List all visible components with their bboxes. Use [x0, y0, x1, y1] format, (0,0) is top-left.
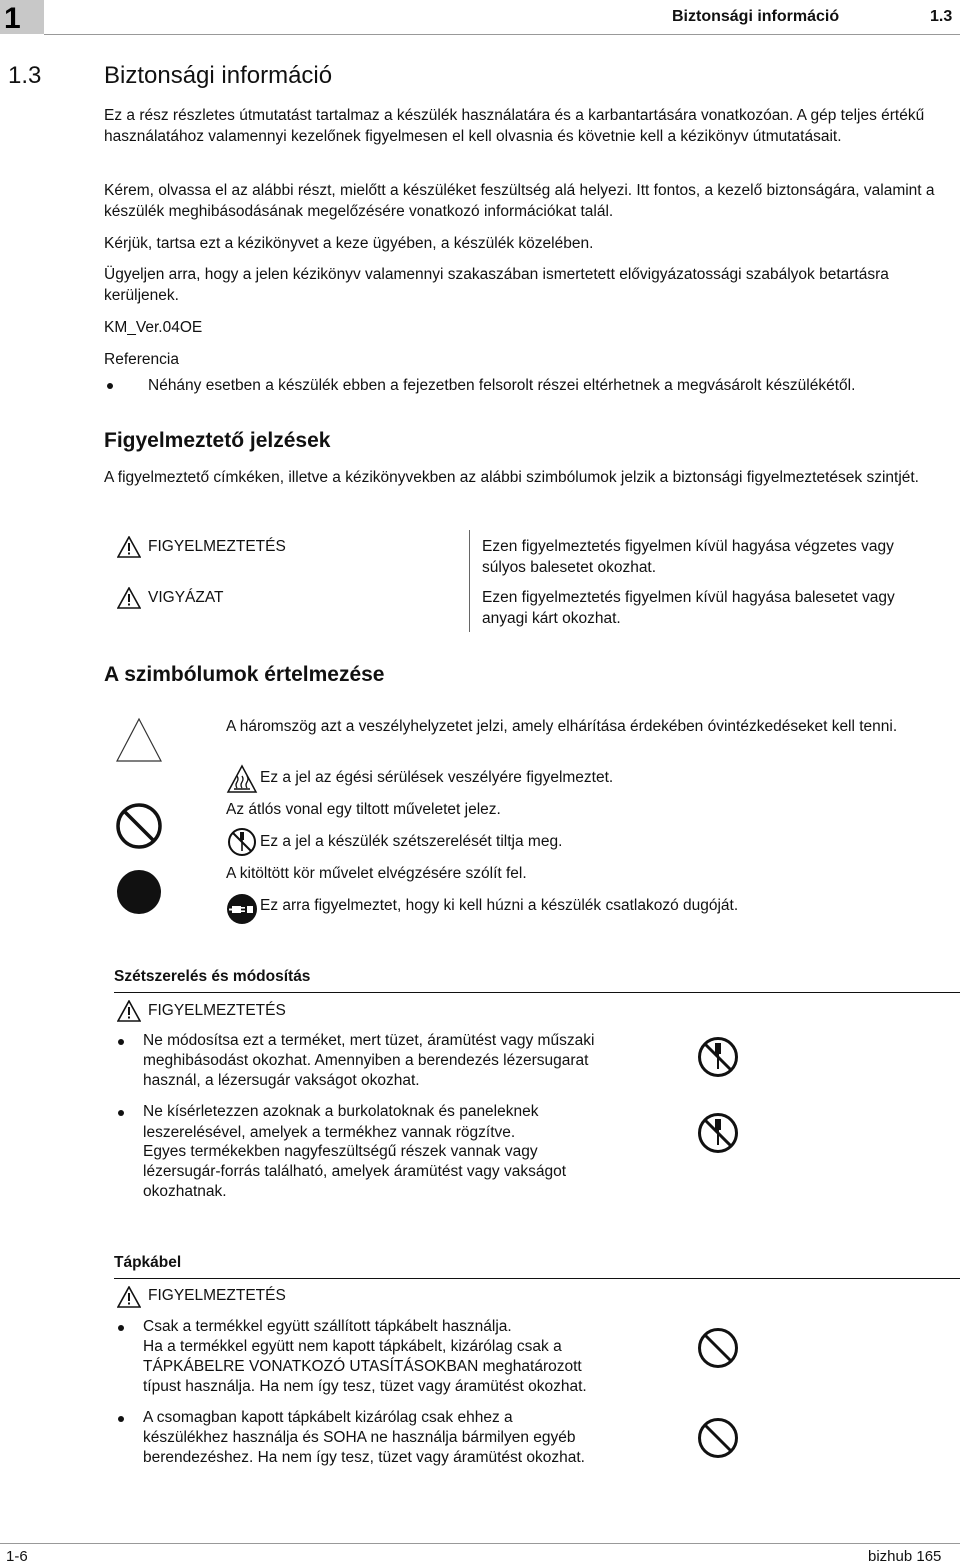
disassembly-symbol-text: Ez a jel a készülék szétszerelését tiltja meg. — [260, 833, 563, 850]
symbols-heading: A szimbólumok értelmezése — [104, 663, 385, 686]
power-cord-rule — [114, 1278, 960, 1279]
disassembly-rule — [114, 992, 960, 993]
prohibition-icon — [697, 1327, 739, 1369]
warning-triangle-icon — [117, 536, 141, 558]
product-name: bizhub 165 — [868, 1548, 942, 1565]
warning-triangle-icon — [117, 1000, 141, 1022]
diagonal-symbol-text: Az átlós vonal egy tiltott műveletet jelez. — [226, 801, 501, 818]
prohibition-symbol-icon — [115, 802, 163, 850]
unplug-symbol-text: Ez arra figyelmeztet, hogy ki kell húzni a készülék csatlakozó dugóját. — [260, 897, 739, 914]
power-item-2-line-3: berendezéshez. Ha nem így tesz, tüzet vagy áramütést okozhat. — [143, 1449, 585, 1466]
caution-triangle-icon — [117, 587, 141, 609]
intro-paragraph-2: Kérem, olvassa el az alábbi részt, mielőtt a készüléket feszültség alá helyezi. Itt fontos, a kezelő biztonságára, valamint a készülék meghibásodásának megelőzésére vonatkozó információkat talál. — [104, 182, 935, 220]
reference-bullet: Néhány esetben a készülék ebben a fejezetben felsorolt részei eltérhetnek a megvásárolt készülékétől. — [148, 377, 856, 394]
warning-description: Ezen figyelmeztetés figyelmen kívül hagyása végzetes vagy súlyos balesetet okozhat. — [482, 538, 894, 576]
section-title — [8, 62, 332, 90]
power-item-1-line-1: Csak a termékkel együtt szállított tápkábelt használja. — [143, 1318, 512, 1335]
disassembly-item-1-line-2: meghibásodást okozhat. Amennyiben a berendezés lézersugarat — [143, 1052, 589, 1069]
warnings-intro: A figyelmeztető címkéken, illetve a kézikönyvekben az alábbi szimbólumok jelzik a biztonsági figyelmeztetések szintjét. — [104, 469, 919, 486]
intro-paragraph-4: Ügyeljen arra, hogy a jelen kézikönyv valamennyi szakaszában ismertetett elővigyázatossági szabályok betartásra kerüljenek. — [104, 266, 889, 304]
section-number: 1.3 — [8, 62, 42, 89]
power-cord-heading: Tápkábel — [114, 1254, 182, 1271]
power-warning-label: FIGYELMEZTETÉS — [148, 1287, 286, 1304]
running-title: Biztonsági információ — [672, 8, 840, 25]
bullet-icon — [118, 1110, 124, 1116]
prohibition-icon — [697, 1417, 739, 1459]
power-item-1-line-4: típust használja. Ha nem így tesz, tüzet vagy áramütést okozhat. — [143, 1378, 587, 1395]
section-ref: 1.3 — [930, 8, 953, 25]
intro-paragraph-1: Ez a rész részletes útmutatást tartalmaz a készülék használatára és a karbantartására vonatkozóan. A gép teljes értékű használatához valamennyi kezelőnek figyelmesen el kell olvasnia és követnie kell a kézikönyv útmutatásait. — [104, 107, 925, 145]
filled-circle-symbol-icon — [115, 868, 163, 916]
chapter-number: 1 — [4, 2, 21, 35]
triangle-symbol-icon — [115, 717, 163, 763]
power-item-2-line-1: A csomagban kapott tápkábelt kizárólag csak ehhez a — [143, 1409, 513, 1426]
disassembly-item-1-line-3: használ, a lézersugár vakságot okozhat. — [143, 1072, 420, 1089]
bullet-icon — [118, 1039, 124, 1045]
bullet-icon — [107, 383, 113, 389]
power-item-1-line-3: TÁPKÁBELRE VONATKOZÓ UTASÍTÁSOKBAN meghatározott — [143, 1358, 582, 1375]
warnings-heading: Figyelmeztető jelzések — [104, 429, 331, 452]
disassembly-item-2-line-3: Egyes termékekben nagyfeszültségű részek vannak vagy — [143, 1143, 538, 1160]
power-item-2-line-2: készülékhez használja és SOHA ne használja bármilyen egyéb — [143, 1429, 576, 1446]
disassembly-item-2-line-5: okozhatnak. — [143, 1183, 227, 1200]
bullet-icon — [118, 1416, 124, 1422]
footer-rule — [0, 1543, 960, 1544]
burn-hazard-icon — [226, 764, 258, 794]
power-item-1-line-2: Ha a termékkel együtt nem kapott tápkábelt, kizárólag csak a — [143, 1338, 562, 1355]
caution-label: VIGYÁZAT — [148, 589, 224, 606]
no-disassembly-icon — [227, 827, 257, 857]
section-title-text: Biztonsági információ — [104, 62, 333, 89]
header-rule — [44, 34, 960, 35]
disassembly-item-2-line-2: leszerelésével, amelyek a termékhez vannak rögzítve. — [143, 1124, 516, 1141]
no-disassembly-icon — [697, 1036, 739, 1078]
no-disassembly-icon — [697, 1112, 739, 1154]
disassembly-item-2-line-1: Ne kísérletezzen azoknak a burkolatoknak és paneleknek — [143, 1103, 539, 1120]
caution-description: Ezen figyelmeztetés figyelmen kívül hagyása balesetet vagy anyagi kárt okozhat. — [482, 589, 895, 627]
page-number: 1-6 — [6, 1548, 28, 1565]
unplug-icon — [226, 893, 258, 925]
intro-paragraph-3: Kérjük, tartsa ezt a kézikönyvet a keze ügyében, a készülék közelében. — [104, 235, 594, 252]
disassembly-item-2-line-4: lézersugár-forrás található, amelyek áramütést vagy vakságot — [143, 1163, 567, 1180]
warning-label: FIGYELMEZTETÉS — [148, 538, 286, 555]
bullet-icon — [118, 1325, 124, 1331]
disassembly-item-1-line-1: Ne módosítsa ezt a terméket, mert tüzet, áramütést vagy műszaki — [143, 1032, 595, 1049]
filled-symbol-text: A kitöltött kör művelet elvégzésére szólít fel. — [226, 865, 527, 882]
disassembly-heading: Szétszerelés és módosítás — [114, 968, 311, 985]
burn-symbol-text: Ez a jel az égési sérülések veszélyére figyelmeztet. — [260, 769, 614, 786]
version-code: KM_Ver.04OE — [104, 319, 203, 336]
reference-label: Referencia — [104, 351, 179, 368]
disassembly-warning-label: FIGYELMEZTETÉS — [148, 1002, 286, 1019]
warning-triangle-icon — [117, 1286, 141, 1308]
table-divider — [469, 530, 470, 632]
triangle-symbol-text: A háromszög azt a veszélyhelyzetet jelzi, amely elhárítása érdekében óvintézkedéseket kell tenni. — [226, 718, 898, 735]
